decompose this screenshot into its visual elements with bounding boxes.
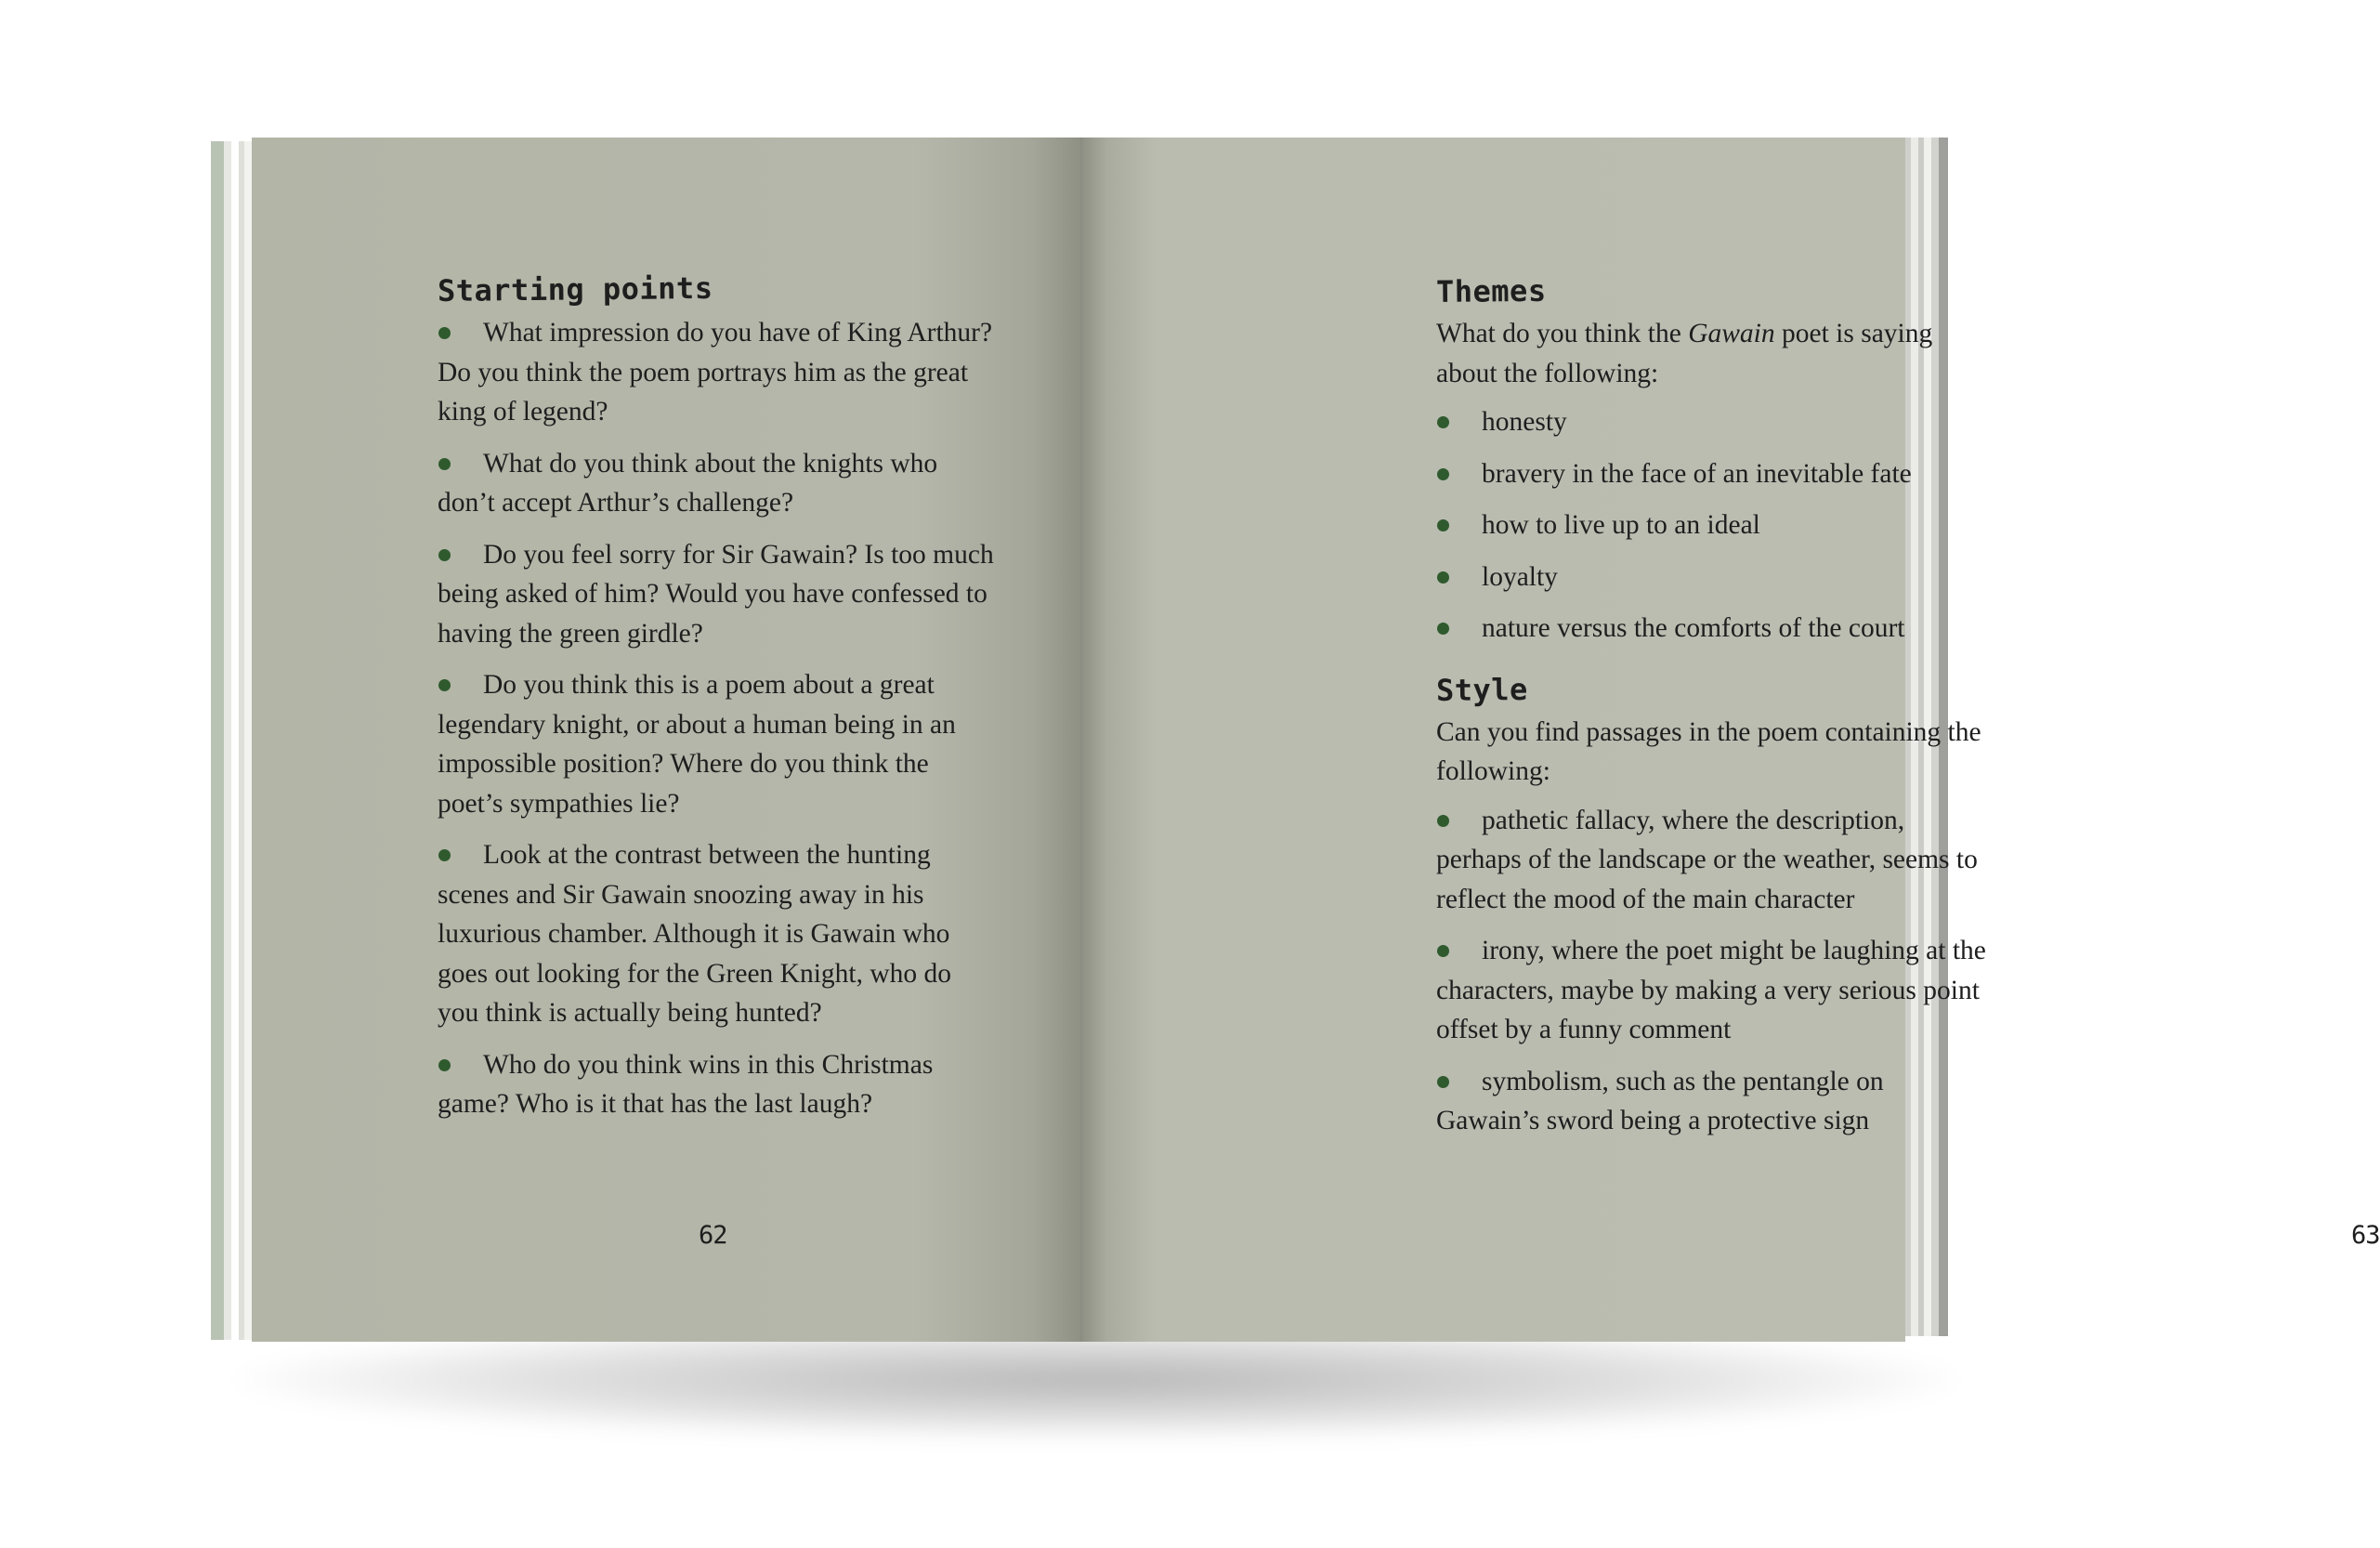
starting-points-list [438, 313, 995, 1124]
themes-intro-end: poet is saying about the following: [1436, 319, 1933, 388]
list-item: Look at the contrast between the hunting scenes and Sir Gawain snoozing away in his luxurious chamber. Although it is Gawain who goes out looking for the Green Knight, who do you think is actually being hunted? [438, 835, 995, 1033]
list-item: irony, where the poet might be laughing at the characters, maybe by making a very serious point offset by a funny comment [1436, 931, 1994, 1050]
list-item: What do you think about the knights who don’t accept Arthur’s challenge? [438, 444, 995, 523]
style-list [1436, 801, 1994, 1141]
open-book [211, 138, 2380, 1342]
left-page-content [437, 269, 995, 1136]
list-item: bravery in the face of an inevitable fate [1436, 454, 1994, 494]
starting-points-heading: Starting points [437, 269, 713, 308]
list-item: loyalty [1436, 558, 1994, 597]
themes-intro-start: What do you think the [1436, 319, 1689, 348]
themes-list [1436, 402, 1994, 649]
left-page [252, 138, 1082, 1342]
right-page-content [1436, 273, 1994, 1153]
page-number-right: 63 [2351, 1221, 2380, 1250]
list-item: honesty [1436, 402, 1994, 442]
list-item: nature versus the comforts of the court [1436, 609, 1994, 649]
list-item: Do you feel sorry for Sir Gawain? Is too much being asked of him? Would you have confessed to having the green girdle? [438, 535, 995, 654]
page-number-left: 62 [699, 1221, 727, 1250]
list-item: Who do you think wins in this Christmas game? Who is it that has the last laugh? [438, 1045, 995, 1124]
list-item: how to live up to an ideal [1436, 505, 1994, 545]
page-edges-left [211, 141, 255, 1340]
themes-intro-italic: Gawain [1688, 319, 1775, 348]
themes-intro [1436, 314, 1994, 393]
list-item: symbolism, such as the pentangle on Gawain’s sword being a protective sign [1436, 1062, 1994, 1141]
list-item: pathetic fallacy, where the description, perhaps of the landscape or the weather, seems to reflect the mood of the main character [1436, 801, 1994, 920]
right-page [1082, 138, 2380, 1342]
list-item: Do you think this is a poem about a great legendary knight, or about a human being in an impossible position? Where do you think the poet’s sympathies lie? [438, 665, 995, 823]
list-item: What impression do you have of King Arthur? Do you think the poem portrays him as the great king of legend? [438, 313, 995, 432]
style-intro: Can you find passages in the poem containing the following: [1436, 716, 1981, 786]
themes-heading: Themes [1435, 272, 1547, 309]
style-heading: Style [1435, 671, 1529, 708]
